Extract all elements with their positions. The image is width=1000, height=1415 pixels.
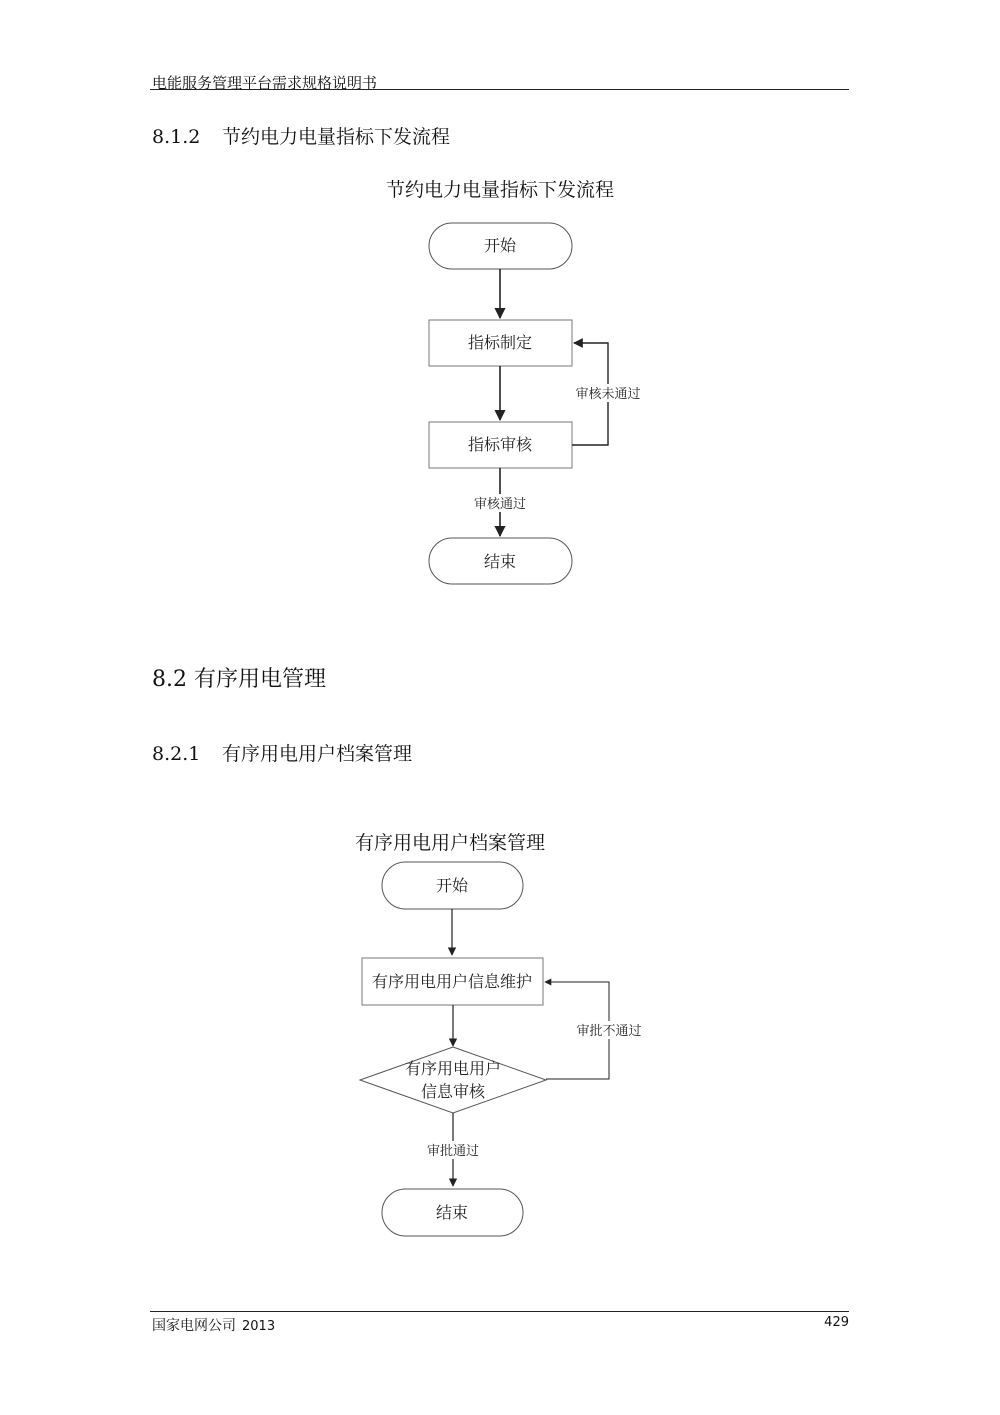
flow1-end-label: 结束 <box>483 552 517 571</box>
section-title: 节约电力电量指标下发流程 <box>222 126 451 148</box>
flow2-end-label: 结束 <box>435 1203 469 1222</box>
flow2-decision-label-line2: 信息审核 <box>420 1082 486 1101</box>
flow1-step2-label: 指标审核 <box>467 435 533 454</box>
section-number: 8.1.2 <box>152 126 201 148</box>
flowchart-1 <box>429 223 642 584</box>
section-number: 8.2.1 <box>152 743 201 765</box>
footer-rule <box>150 1311 849 1312</box>
flow1-step1-label: 指标制定 <box>467 333 533 352</box>
flowchart-1-title: 节约电力电量指标下发流程 <box>385 179 614 201</box>
footer-company <box>152 1315 275 1335</box>
flow2-step1-label: 有序用电用户信息维护 <box>371 972 533 991</box>
running-header: 电能服务管理平台需求规格说明书 <box>152 74 378 92</box>
flow2-reject-label: 审批不通过 <box>576 1024 642 1039</box>
flow2-pass-label: 审批通过 <box>426 1144 480 1159</box>
flowchart-2 <box>360 862 644 1236</box>
footer-company-name: 国家电网公司 <box>152 1318 236 1334</box>
page-number: 429 <box>824 1315 849 1330</box>
section-number: 8.2 <box>152 667 187 692</box>
flow2-decision-diamond <box>360 1047 546 1113</box>
section-heading-8-2-1 <box>152 739 412 766</box>
flow2-decision-label-line1: 有序用电用户 <box>404 1059 502 1078</box>
flow1-pass-label: 审核通过 <box>473 497 527 512</box>
flowchart-2-title: 有序用电用户档案管理 <box>354 832 545 854</box>
flow2-start-label: 开始 <box>435 876 469 895</box>
footer-year: 2013 <box>242 1319 276 1334</box>
section-heading-8-2 <box>152 662 326 693</box>
section-title: 有序用电管理 <box>194 667 327 692</box>
section-title: 有序用电用户档案管理 <box>222 743 413 765</box>
flow1-start-label: 开始 <box>483 236 517 255</box>
flow1-reject-label: 审核未通过 <box>575 387 641 402</box>
